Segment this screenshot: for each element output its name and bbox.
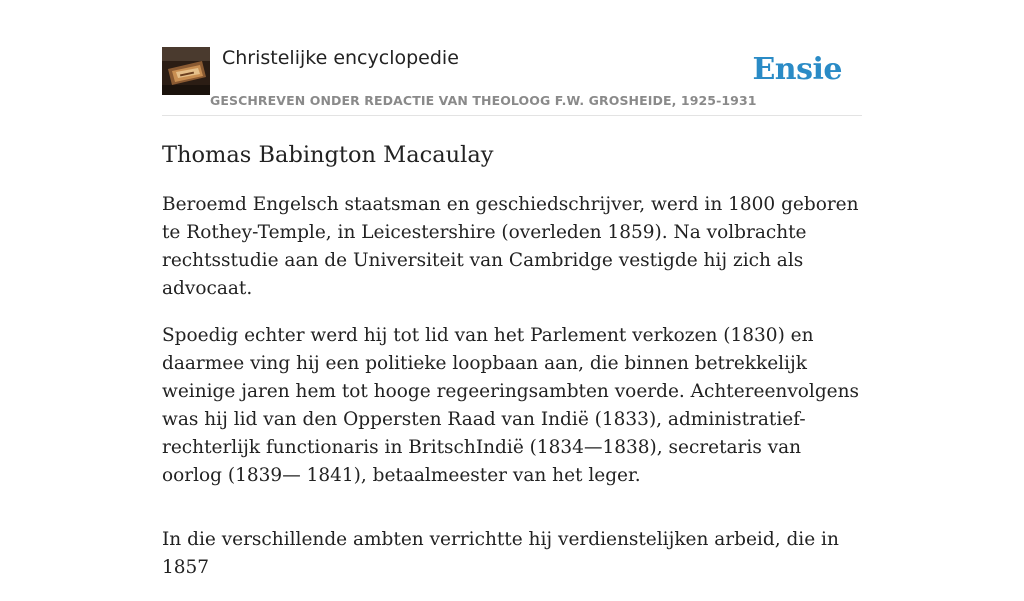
site-title[interactable]: Christelijke encyclopedie <box>222 47 459 69</box>
article-paragraph: Spoedig echter werd hij tot lid van het Parlement verkozen (1830) en daarmee ving hij een politieke loopbaan aan, die binnen betrekkelijk weinige jaren hem tot hooge regeeringsambten voerde. Achtereenvolgens was hij lid van den Oppersten Raad van Indië (1833), administratief-rechterlijk functionaris in BritschIndië (1834—1838), secretaris van oorlog (1839— 1841), betaalmeester van het leger. <box>162 325 860 486</box>
encyclopedia-logo-avatar[interactable] <box>162 47 210 95</box>
book-photo-icon <box>162 47 210 95</box>
article-paragraph: In die verschillende ambten verrichtte hij verdienstelijken arbeid, die in 1857 <box>162 529 839 578</box>
site-subtitle: GESCHREVEN ONDER REDACTIE VAN THEOLOOG F.W. GROSHEIDE, 1925-1931 <box>210 93 757 108</box>
article-title: Thomas Babington Macaulay <box>162 142 494 168</box>
site-header <box>162 46 862 116</box>
article-content <box>162 140 862 601</box>
article-paragraph: Beroemd Engelsch staatsman en geschiedschrijver, werd in 1800 geboren te Rothey-Temple, in Leicestershire (overleden 1859). Na volbrachte rechtsstudie aan de Universiteit van Cambridge vestigde hij zich als advocaat. <box>162 194 859 299</box>
brand-logo[interactable]: Ensie <box>752 52 842 87</box>
